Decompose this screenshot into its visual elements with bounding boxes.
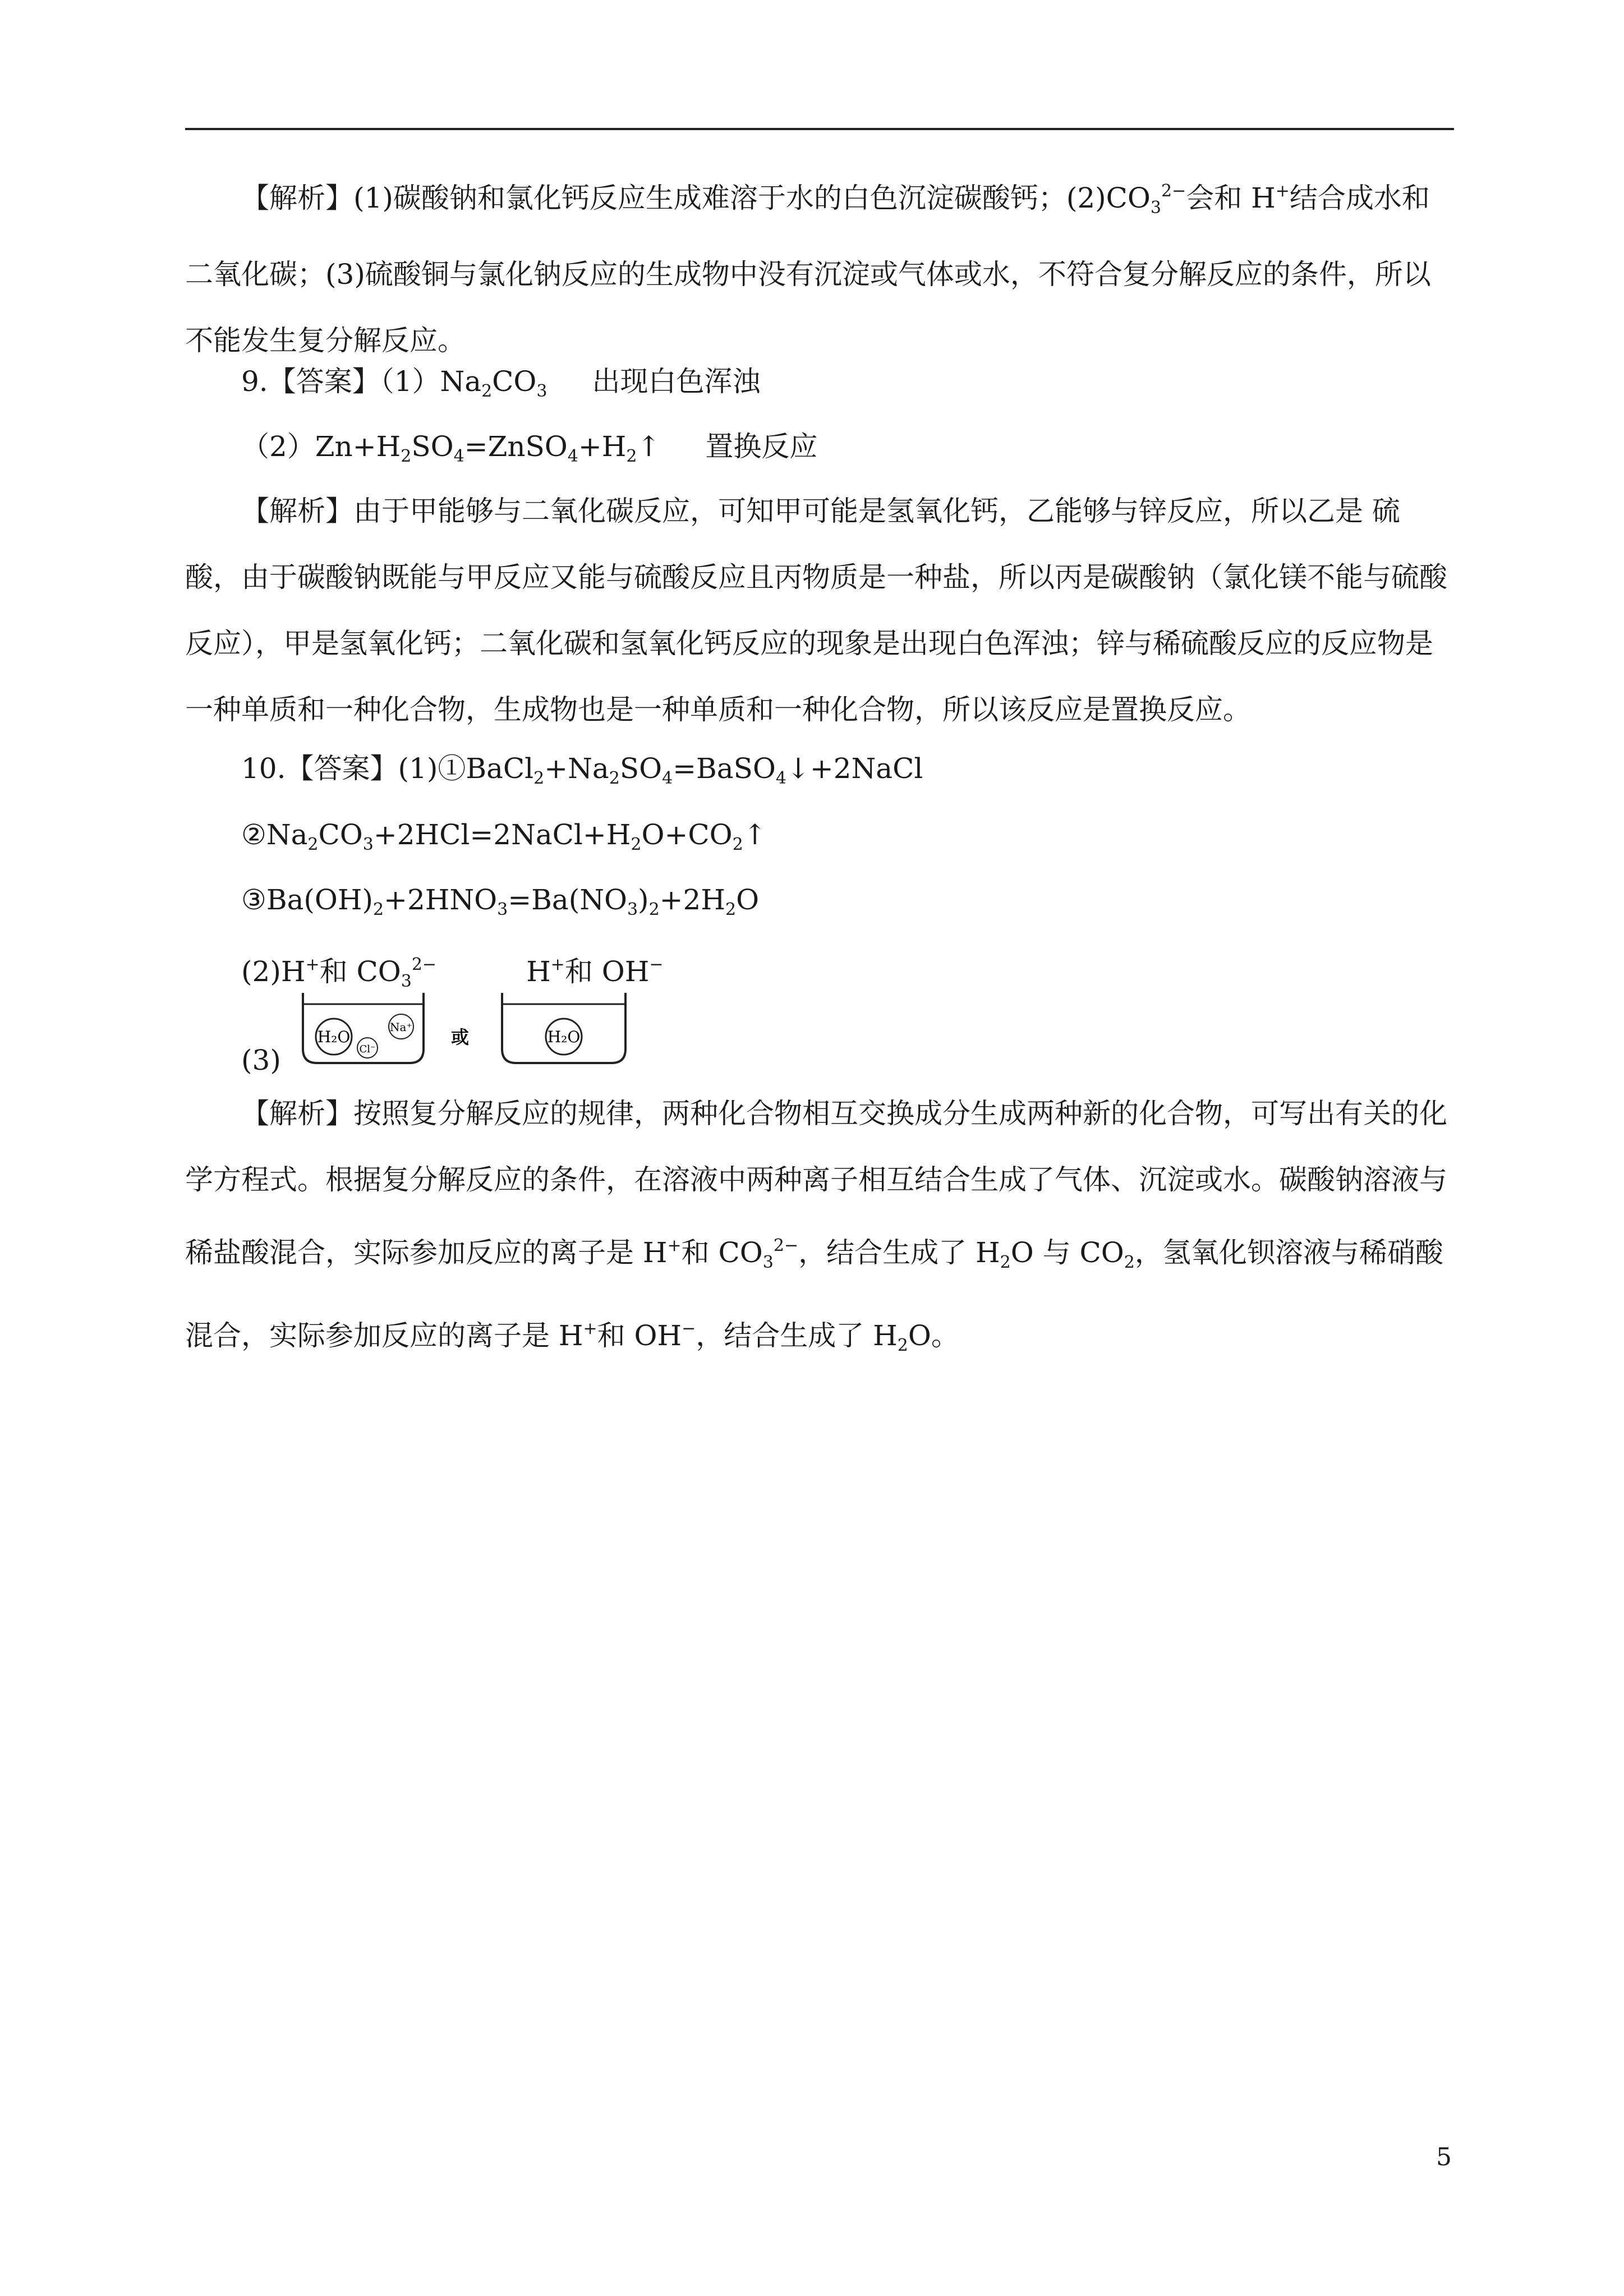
q10-answer-2: $②Na_2CO_3+2HCl=2NaCl+H_2O+CO_2↑$: [241, 818, 767, 854]
chloride-label: Cl⁻: [359, 1043, 376, 1055]
analysis-paragraph-8: 【解析】(1)碳酸钠和氯化钙反应生成难溶于水的白色沉淀碳酸钙；$(2)CO_3^{2-}$会和 H+结合成水和二氧化碳；(3)硫酸铜与氯化钠反应的生成物中没有沉淀或气体或水，不符合复分解反应的条件，所以不能发生复分解反应。: [185, 181, 1431, 357]
water-label: H₂O: [317, 1028, 351, 1046]
beaker-right: [502, 993, 625, 1063]
q10-answer-1: 10.【答案】$(1)①BaCl_2+Na_2SO_4=BaSO_4↓+2NaCl$: [241, 752, 923, 788]
analysis-prefix: 【解析】: [241, 495, 353, 527]
analysis-paragraph-10: 【解析】按照复分解反应的规律，两种化合物相互交换成分生成两种新的化合物，可写出有关的化学方程式。根据复分解反应的条件，在溶液中两种离子相互结合生成了气体、沉淀或水。碳酸钠溶液与稀盐酸混合，实际参加反应的离子是 H+和 $CO_3^{2-}$，结合生成了 $H_2O$ 与 $CO_2$，氢氧化钡溶液与稀硝酸混合，实际参加反应的离子是 H+和 OH−，结合生成了 $H_2O$。: [185, 1097, 1447, 1355]
q9-answer-1: 9.【答案】$(1)Na_2CO_3$ 出现白色浑浊: [241, 365, 761, 401]
q9-answer-2: $(2)Zn+H_2SO_4=ZnSO_4+H_2↑$ 置换反应: [241, 430, 818, 466]
figure-label: (3): [241, 1044, 281, 1076]
beaker-left: [303, 993, 424, 1063]
analysis-prefix: 【解析】: [241, 182, 353, 214]
page-number: 5: [1436, 2143, 1452, 2171]
q10-answer-4: (2)H+和 $CO_3^{2-}$ H+和 OH−: [241, 955, 664, 991]
beaker-diagram: [292, 987, 640, 1071]
header-rule: [185, 128, 1454, 130]
analysis-prefix: 【解析】: [241, 1097, 353, 1130]
analysis-paragraph-9: 【解析】由于甲能够与二氧化碳反应，可知甲可能是氢氧化钙，乙能够与锌反应，所以乙是 硫酸，由于碳酸钠既能与甲反应又能与硫酸反应且丙物质是一种盐，所以丙是碳酸钠（氯化镁不能与硫酸反应），甲是氢氧化钙；二氧化碳和氢氧化钙反应的现象是出现白色浑浊；锌与稀硫酸反应的反应物是一种单质和一种化合物，生成物也是一种单质和一种化合物，所以该反应是置换反应。: [185, 495, 1447, 726]
or-label: 或: [450, 1027, 470, 1048]
water-label: H₂O: [547, 1028, 581, 1046]
q10-answer-3: $③Ba(OH)_2+2HNO_3=Ba(NO_3)_2+2H_2O$: [241, 884, 760, 919]
sodium-label: Na⁺: [390, 1020, 412, 1034]
